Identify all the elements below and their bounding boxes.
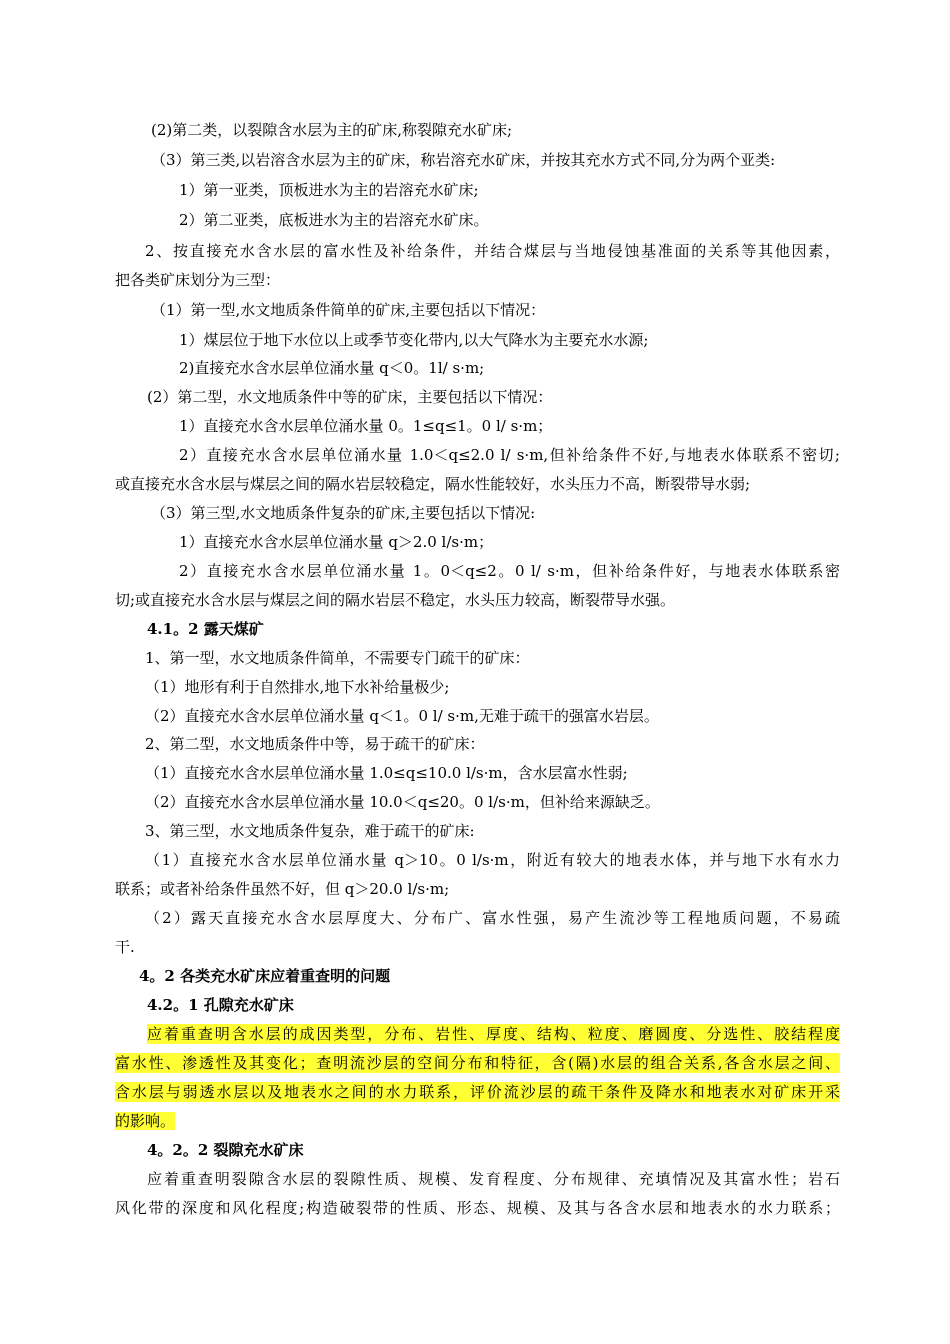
- text-line-content: （1）直接充水含水层单位涌水量 q＞10。0 l/s·m，附近有较大的地表水体，并与地下水有水力: [145, 851, 840, 869]
- section-heading: [139, 966, 840, 986]
- text-line: [179, 358, 840, 378]
- text-line: [179, 416, 840, 436]
- text-line: [145, 792, 840, 812]
- text-line-content: （2）直接充水含水层单位涌水量 10.0＜q≤20。0 l/s·m，但补给来源缺乏。: [145, 793, 660, 811]
- text-line-content: 2）第二亚类，底板进水为主的岩溶充水矿床。: [179, 211, 489, 229]
- text-line: [179, 445, 840, 465]
- text-line: [145, 648, 840, 668]
- text-line-content: 2、按直接充水含水层的富水性及补给条件，并结合煤层与当地侵蚀基准面的关系等其他因素，: [145, 242, 840, 260]
- text-line: [179, 210, 840, 230]
- text-line-content: 应着重查明含水层的成因类型，分布、岩性、厚度、结构、粒度、磨圆度、分选性、胶结程度: [147, 1025, 840, 1043]
- text-line-content: 2)直接充水含水层单位涌水量 q＜0。1l/ s·m;: [179, 359, 485, 377]
- text-line: [145, 241, 840, 261]
- text-line-content: 4。2 各类充水矿床应着重查明的问题: [139, 967, 391, 985]
- text-line-content: 风化带的深度和风化程度;构造破裂带的性质、形态、规模、及其与各含水层和地表水的水力联系；: [115, 1199, 840, 1217]
- text-line-content: 1、第一型，水文地质条件简单，不需要专门疏干的矿床：: [145, 649, 530, 667]
- text-line: [147, 387, 840, 407]
- text-line: [145, 821, 840, 841]
- text-line: [115, 1082, 840, 1102]
- text-line: [115, 879, 840, 899]
- text-line-content: 干.: [115, 938, 135, 956]
- text-line-content: 1）直接充水含水层单位涌水量 0。1≤q≤1。0 l/ s·m；: [179, 417, 553, 435]
- text-line-content: 把各类矿床划分为三型：: [115, 271, 281, 289]
- text-line: [151, 300, 840, 320]
- text-line-content: （2）直接充水含水层单位涌水量 q＜1。0 l/ s·m,无难于疏干的强富水岩层。: [145, 707, 659, 725]
- text-line-content: 1）第一亚类，顶板进水为主的岩溶充水矿床;: [179, 181, 479, 199]
- text-line: [179, 330, 840, 350]
- text-line: [145, 734, 840, 754]
- section-heading: [147, 619, 840, 639]
- text-line-content: （3）第三类,以岩溶含水层为主的矿床，称岩溶充水矿床，并按其充水方式不同,分为两个亚类:: [151, 151, 776, 169]
- text-line: [145, 908, 840, 928]
- text-line: [115, 1053, 840, 1073]
- text-line-content: 联系；或者补给条件虽然不好，但 q＞20.0 l/s·m;: [115, 880, 450, 898]
- text-line: [179, 561, 840, 581]
- text-line-content: (2）第二型，水文地质条件中等的矿床，主要包括以下情况：: [147, 388, 553, 406]
- text-line-content: （1）地形有利于自然排水,地下水补给量极少;: [145, 678, 450, 696]
- text-line: [115, 1111, 840, 1131]
- text-line: [115, 937, 840, 957]
- text-line: [115, 474, 840, 494]
- text-line: [151, 503, 840, 523]
- text-line: [151, 120, 840, 140]
- section-heading: [147, 995, 840, 1015]
- text-line-content: 4.2。1 孔隙充水矿床: [147, 996, 294, 1014]
- text-line: [147, 1024, 840, 1044]
- section-heading: [147, 1140, 840, 1160]
- text-line-content: 富水性、渗透性及其变化；查明流沙层的空间分布和特征，含(隔)水层的组合关系,各含水层之间、: [115, 1054, 840, 1072]
- text-line: [145, 677, 840, 697]
- text-line-content: 4.1。2 露天煤矿: [147, 620, 264, 638]
- text-line-content: （2）露天直接充水含水层厚度大、分布广、富水性强，易产生流沙等工程地质问题，不易疏: [145, 909, 840, 927]
- text-line: [115, 1198, 840, 1218]
- text-line-content: （1）直接充水含水层单位涌水量 1.0≤q≤10.0 l/s·m，含水层富水性弱;: [145, 764, 628, 782]
- text-line-content: 2、第二型，水文地质条件中等，易于疏干的矿床：: [145, 735, 485, 753]
- text-line-content: 切;或直接充水含水层与煤层之间的隔水岩层不稳定，水头压力较高，断裂带导水强。: [115, 591, 676, 609]
- text-line: [145, 706, 840, 726]
- text-line: [151, 150, 840, 170]
- text-line-content: 应着重查明裂隙含水层的裂隙性质、规模、发育程度、分布规律、充填情况及其富水性；岩石: [147, 1170, 840, 1188]
- text-line-content: 1）煤层位于地下水位以上或季节变化带内,以大气降水为主要充水水源;: [179, 331, 649, 349]
- text-line: [115, 270, 840, 290]
- text-line-content: （3）第三型,水文地质条件复杂的矿床,主要包括以下情况:: [151, 504, 536, 522]
- text-line-content: 2）直接充水含水层单位涌水量 1.0＜q≤2.0 l/ s·m,但补给条件不好,与地表水体联系不密切;: [179, 446, 840, 464]
- text-line: [115, 590, 840, 610]
- text-line-content: 4。2。2 裂隙充水矿床: [147, 1141, 304, 1159]
- text-line-content: （1）第一型,水文地质条件简单的矿床,主要包括以下情况：: [151, 301, 546, 319]
- text-line: [145, 763, 840, 783]
- text-line-content: (2)第二类，以裂隙含水层为主的矿床,称裂隙充水矿床;: [151, 121, 513, 139]
- text-line: [179, 180, 840, 200]
- text-line: [145, 850, 840, 870]
- text-line: [179, 532, 840, 552]
- text-line-content: 1）直接充水含水层单位涌水量 q＞2.0 l/s·m；: [179, 533, 494, 551]
- text-line-content: 含水层与弱透水层以及地表水之间的水力联系，评价流沙层的疏干条件及降水和地表水对矿床开采: [115, 1083, 840, 1101]
- text-line-content: 或直接充水含水层与煤层之间的隔水岩层较稳定，隔水性能较好，水头压力不高，断裂带导水弱;: [115, 475, 751, 493]
- text-line-content: 的影响。: [115, 1112, 176, 1130]
- text-line-content: 3、第三型，水文地质条件复杂，难于疏干的矿床:: [145, 822, 475, 840]
- text-line-content: 2）直接充水含水层单位涌水量 1。0＜q≤2。0 l/ s·m，但补给条件好，与地表水体联系密: [179, 562, 840, 580]
- text-line: [147, 1169, 840, 1189]
